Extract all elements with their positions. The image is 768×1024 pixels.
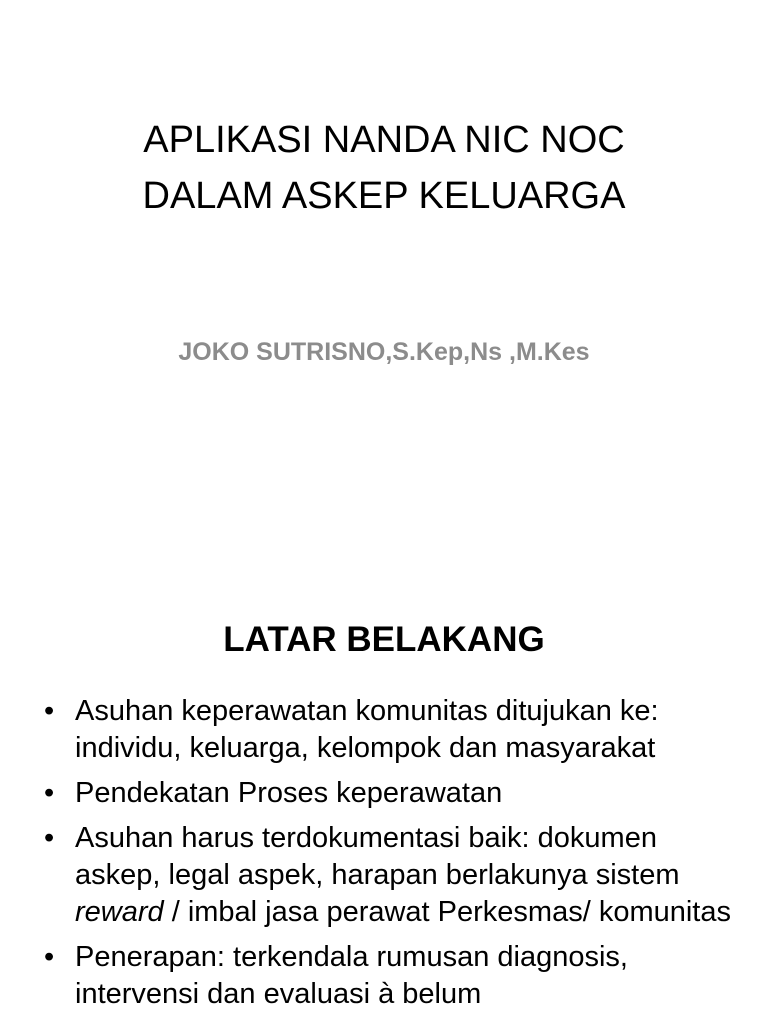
slide-title bbox=[0, 112, 768, 224]
author-subtitle: JOKO SUTRISNO,S.Kep,Ns ,M.Kes bbox=[178, 338, 590, 366]
bullet-text: Penerapan: terkendala rumusan diagnosis, intervensi dan evaluasi à belum bbox=[75, 941, 628, 1010]
bullet-item bbox=[42, 939, 742, 1013]
content-slide bbox=[0, 576, 768, 1024]
bullet-marker: • bbox=[44, 777, 55, 809]
bullet-text: Asuhan keperawatan komunitas ditujukan ke: individu, keluarga, kelompok dan masyarakat bbox=[75, 695, 659, 764]
bullet-text: Pendekatan Proses keperawatan bbox=[75, 777, 503, 809]
bullet-marker: • bbox=[44, 822, 55, 854]
bullet-item bbox=[42, 820, 742, 931]
bullet-list bbox=[42, 693, 742, 1021]
bullet-marker: • bbox=[44, 941, 55, 973]
bullet-text-emphasis: reward bbox=[75, 896, 164, 928]
bullet-text-before: Asuhan harus terdokumentasi baik: dokumen askep, legal aspek, harapan berlakunya sistem bbox=[75, 822, 680, 891]
slide-title-line-1: APLIKASI NANDA NIC NOC bbox=[143, 119, 625, 161]
slide-heading: LATAR BELAKANG bbox=[223, 620, 545, 659]
bullet-item bbox=[42, 693, 742, 767]
slide-title-line-2: DALAM ASKEP KELUARGA bbox=[142, 175, 626, 217]
bullet-text-after: / imbal jasa perawat Perkesmas/ komunitas bbox=[163, 896, 731, 928]
bullet-marker: • bbox=[44, 695, 55, 727]
bullet-item bbox=[42, 775, 742, 812]
